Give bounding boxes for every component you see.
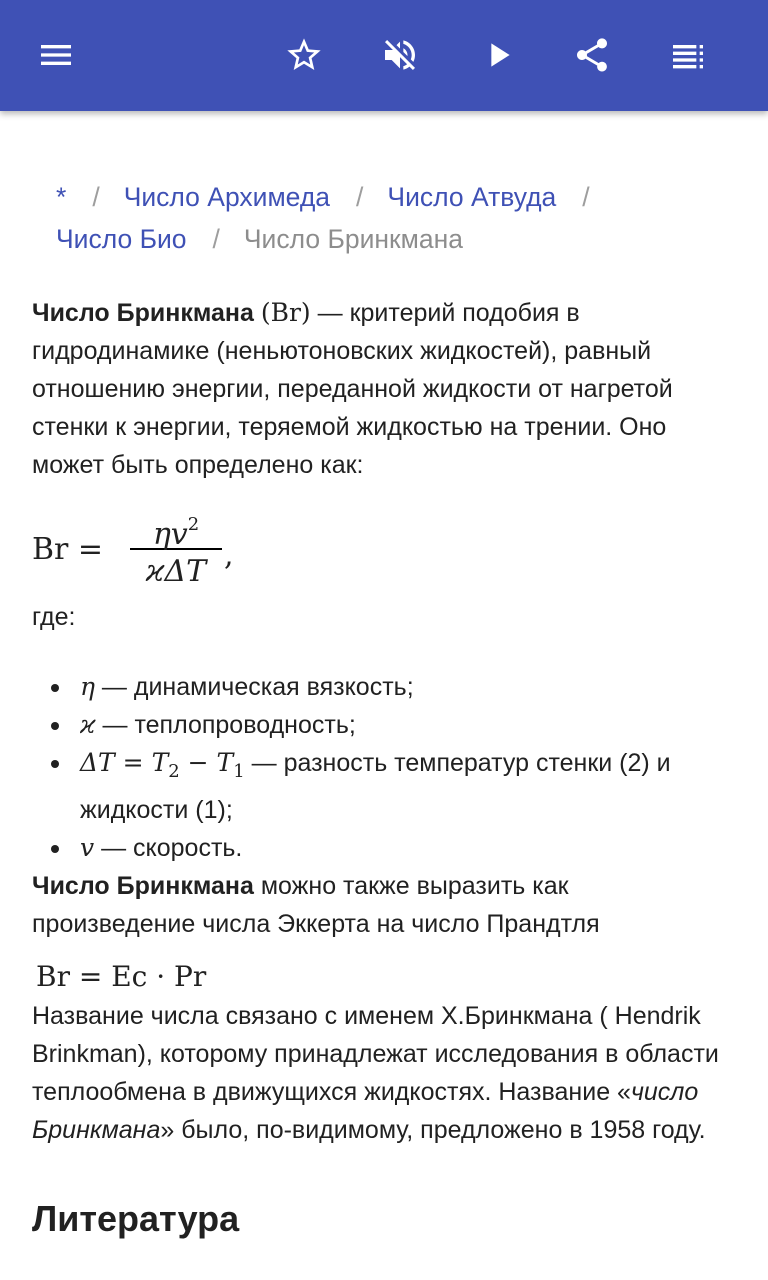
- term-bold: Число Бринкмана: [32, 872, 254, 900]
- symbol-v: v: [80, 833, 95, 862]
- numerator-text: ηv: [152, 517, 188, 552]
- play-icon[interactable]: [470, 27, 526, 83]
- formula-numerator: [128, 502, 224, 552]
- formula-lhs: Br =: [32, 532, 104, 567]
- def-text: — скорость.: [94, 834, 243, 862]
- breadcrumb-separator: /: [92, 182, 100, 212]
- subscript-2: 2: [168, 761, 180, 782]
- term-bold: Число Бринкмана: [32, 299, 254, 327]
- formula-comma: ,: [224, 538, 234, 573]
- history-paragraph: [32, 997, 736, 1149]
- breadcrumb-separator: /: [356, 182, 364, 212]
- subscript-1: 1: [233, 761, 245, 782]
- share-icon[interactable]: [564, 27, 620, 83]
- list-icon[interactable]: [660, 27, 716, 83]
- history-italic: число Бринкмана: [32, 1078, 699, 1144]
- minus-t: − T: [179, 748, 234, 777]
- def-text: — динамическая вязкость;: [94, 673, 414, 701]
- app-toolbar: [0, 0, 768, 111]
- formula-fraction: [128, 502, 224, 594]
- intro-paragraph: [32, 294, 736, 484]
- symbol-delta-t: [80, 748, 245, 782]
- list-item: [32, 829, 736, 867]
- breadcrumb-separator: /: [212, 224, 220, 254]
- star-icon[interactable]: [276, 27, 332, 83]
- numerator-exponent: 2: [187, 514, 200, 535]
- delta-t-expr: ΔT = T: [80, 748, 169, 777]
- history-text-b: » было, по-видимому, предложено в 1958 году.: [160, 1116, 706, 1144]
- volume-off-icon[interactable]: [372, 27, 428, 83]
- breadcrumb-separator: /: [582, 182, 590, 212]
- def-text: — разность температур стенки (2) и жидкости (1);: [80, 749, 671, 824]
- breadcrumb-root-link[interactable]: *: [56, 182, 67, 212]
- list-item: [32, 706, 736, 744]
- eckert-paragraph: [32, 867, 736, 943]
- brinkman-formula: [32, 502, 736, 598]
- breadcrumb: [32, 176, 736, 260]
- list-item: [32, 668, 736, 706]
- br-symbol: (Br): [260, 298, 311, 327]
- breadcrumb-link-atwood[interactable]: Число Атвуда: [387, 182, 557, 212]
- section-title: Литература: [32, 1198, 240, 1239]
- article-content: [32, 176, 736, 1243]
- eckert-text: можно также выразить как произведение числа Эккерта на число Прандтля: [32, 872, 600, 938]
- history-text-a: Название числа связано с именем Х.Бринкмана ( Hendrik Brinkman), которому принадлежат исследования в области теплообмена в движущихся жидкостях. Название «: [32, 1002, 719, 1106]
- breadcrumb-current: Число Бринкмана: [243, 224, 463, 254]
- where-label: где:: [32, 603, 76, 631]
- breadcrumb-link-biot[interactable]: Число Био: [56, 224, 187, 254]
- menu-icon[interactable]: [28, 27, 84, 83]
- list-item: [32, 744, 736, 829]
- def-text: — теплопроводность;: [95, 711, 356, 739]
- intro-text: — критерий подобия в гидродинамике (неньютоновских жидкостей), равный отношению энергии, переданной жидкости от нагретой стенки к энергии, теряемой жидкостью на трении. Оно может быть определено как:: [32, 299, 673, 479]
- ec-pr-formula: Br = Ec · Pr: [36, 960, 207, 993]
- symbol-kappa: ϰ: [80, 710, 96, 739]
- formula-denominator: ϰΔT: [145, 554, 207, 589]
- symbol-eta: η: [80, 672, 95, 701]
- breadcrumb-link-archimedes[interactable]: Число Архимеда: [123, 182, 331, 212]
- definitions-list: [32, 668, 736, 867]
